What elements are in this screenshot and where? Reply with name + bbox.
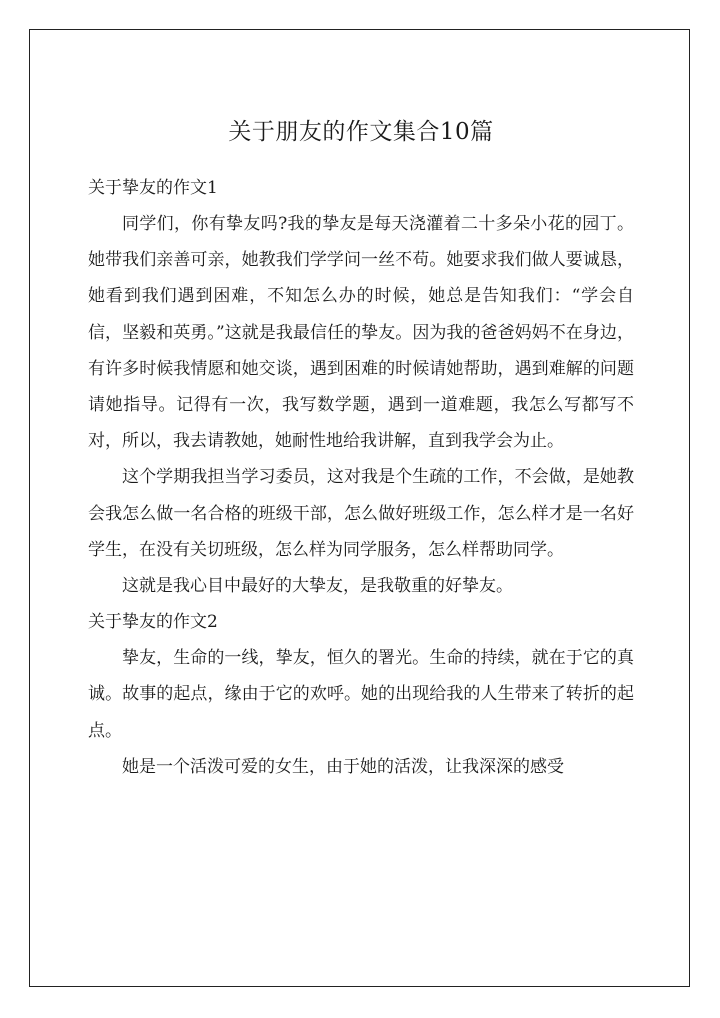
paragraph: 她是一个活泼可爱的女生，由于她的活泼，让我深深的感受: [122, 756, 564, 777]
document-body: [88, 112, 634, 785]
essay-section-1: [88, 170, 634, 604]
section-heading: 关于挚友的作文1: [88, 178, 218, 198]
section-heading: 关于挚友的作文2: [88, 612, 218, 633]
paragraph: 挚友，生命的一线，挚友，恒久的署光。生命的持续，就在于它的真诚。故事的起点，缘由于它的欢呼。她的出现给我的人生带来了转折的起点。: [88, 648, 634, 741]
paragraph: 这就是我心目中最好的大挚友，是我敬重的好挚友。: [122, 576, 513, 597]
essay-section-2: [88, 604, 634, 785]
paragraph: 同学们，你有挚友吗?我的挚友是每天浇灌着二十多朵小花的园丁。她带我们亲善可亲，她教我们学学问一丝不苟。她要求我们做人要诚恳，她看到我们遇到困难，不知怎么办的时候，她总是告知我们：“学会自信，坚毅和英勇。”这就是我最信任的挚友。因为我的爸爸妈妈不在身边，有许多时候我情愿和她交谈，遇到困难的时候请她帮助，遇到难解的问题请她指导。记得有一次，我写数学题，遇到一道难题，我怎么写都写不对，所以，我去请教她，她耐性地给我讲解，直到我学会为止。: [88, 214, 634, 452]
document-title: 关于朋友的作文集合10篇: [228, 119, 494, 145]
paragraph: 这个学期我担当学习委员，这对我是个生疏的工作，不会做，是她教会我怎么做一名合格的班级干部，怎么做好班级工作，怎么样才是一名好学生，在没有关切班级，怎么样为同学服务，怎么样帮助同学。: [88, 467, 634, 560]
